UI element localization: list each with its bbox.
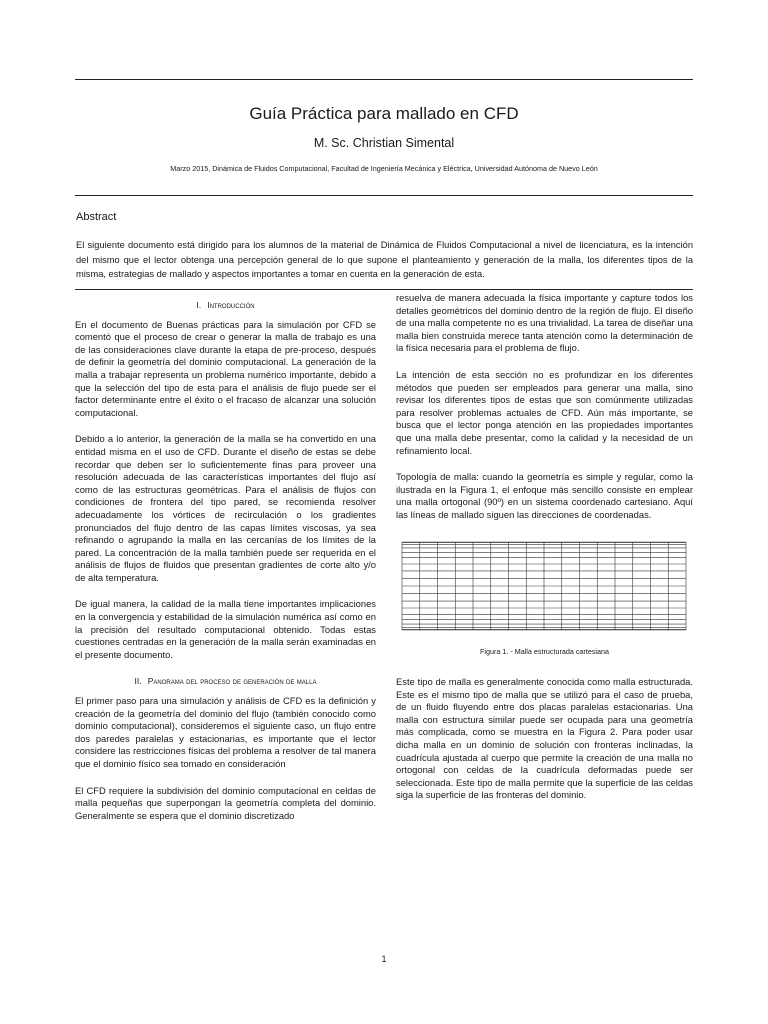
paragraph: Topología de malla: cuando la geometría es simple y regular, como la ilustrada en la Figura 1, el enfoque más sencillo consiste en emplear una malla ortogonal (90º) en un sistema coordenado cartesiano. Aquí las líneas de mallado siguen las direcciones de coordenadas. — [396, 471, 693, 520]
paragraph: En el documento de Buenas prácticas para la simulación por CFD se comentó que el proceso de crear o generar la malla de trabajo es una de las consideraciones clave durante la etapa de pre-proceso, después de definir la geometría del dominio computacional. La generación de la malla a trabajar representa un problema numérico importante, debido a que la selección del tipo de esta para el análisis de flujo puede ser el factor determinante entre el éxito o el fracaso de alcanzar una solución computacional. — [75, 318, 376, 418]
left-column — [75, 299, 376, 836]
paragraph: El CFD requiere la subdivisión del dominio computacional en celdas de malla pequeñas que superpongan la geometría completa del dominio. Generalmente se espera que el dominio discretizado — [75, 784, 376, 821]
section-number: I. — [196, 300, 202, 310]
paragraph: Este tipo de malla es generalmente conocida como malla estructurada. Este es el mismo tipo de malla que se utilizó para el caso de prueba, de un fluido fluyendo entre dos placas paralelas estacionarias. Una malla con estructura similar puede ser ocupada para una geometría más complicada, como se muestra en la Figura 2. Para poder usar dicha malla en un dominio de solución con fronteras inclinadas, la cuadrícula ajustada al cuerpo que permite la creación de una malla no ortogonal con celdas de la cuadrícula deformadas puede ser seleccionada. Este tipo de malla permite que la superficie de las celdas siga la superficie de las fronteras del dominio. — [396, 676, 693, 801]
paragraph: La intención de esta sección no es profundizar en los diferentes métodos que pueden ser empleados para generar una malla, sino revisar los diferentes tipos de estas que son comúnmente utilizadas para resolver problemas actuales de CFD. Aún más importante, se busca que el lector ponga atención en las propiedades importantes que una malla debe presentar, como la calidad y la necesidad de un refinamiento local. — [396, 368, 693, 456]
paper-title: Guía Práctica para mallado en CFD — [249, 104, 519, 123]
page-number: 1 — [381, 954, 387, 964]
paragraph: De igual manera, la calidad de la malla tiene importantes implicaciones en la convergencia y estabilidad de la simulación numérica así como en la precisión del resultado computacional obtenido. Todas estas cuestiones centradas en la generación de la malla serán examinadas en el presente documento. — [75, 598, 376, 660]
abstract-text: El siguiente documento está dirigido para los alumnos de la material de Dinámica de Fluidos Computacional a nivel de licenciatura, es la intención del mismo que el lector obtenga una percepción general de lo que supone el planteamiento y generación de la malla, los diferentes tipos de la misma, estrategias de mallado y aspectos importantes a tomar en cuenta en la generación de esta. — [76, 240, 693, 279]
figure-1 — [396, 536, 693, 659]
section-title: Introducción — [207, 300, 255, 310]
cartesian-mesh-figure — [396, 536, 693, 636]
right-column — [396, 292, 693, 816]
paper-affiliation: Marzo 2015, Dinámica de Fluidos Computacional, Facultad de Ingeniería Mecánica y Eléctrica, Universidad Autónoma de Nuevo León — [170, 164, 598, 173]
section-heading-introduccion — [75, 299, 376, 312]
paper-author: M. Sc. Christian Simental — [313, 136, 455, 150]
section-title: Panorama del proceso de generación de malla — [147, 676, 317, 687]
section-number: II. — [134, 676, 142, 687]
paragraph: resuelva de manera adecuada la física importante y capture todos los detalles geométricos del dominio dentro de la región de flujo. El diseño de una malla competente no es una trivialidad. La tarea de diseñar una malla bien construida merece tanta atención como la determinación de la física necesaria para el problema de flujo. — [396, 292, 693, 354]
figure-caption: Figura 1. - Malla estructurada cartesiana — [479, 646, 610, 656]
abstract-heading: Abstract — [76, 211, 117, 223]
paragraph: El primer paso para una simulación y análisis de CFD es la definición y creación de la geometría del dominio del flujo (también conocido como dominio computacional), consideremos el siguiente caso, un flujo entre dos paredes paralelas y estacionarias, es importante que el lector considere las restricciones físicas del problema a resolver de tal manera que el dominio físico sea tomado en consideración — [75, 695, 376, 769]
paragraph: Debido a lo anterior, la generación de la malla se ha convertido en una entidad misma en el uso de CFD. Durante el diseño de estas se debe recordar que deben ser lo suficientemente finas para proveer una resolución adecuada de las características importantes del flujo así como de las estructuras geométricas. Para el análisis de flujos con condiciones de frontera del tipo pared, se recomienda resolver adecuadamente los vórtices de recirculación o los gradientes pronunciados del flujo dentro de las capas límites viscosas, ya sea refinando o agrupando la malla en las cercanías de los límites de la pared. La concentración de la malla también puede ser requerida en el análisis de flujos de fluidos que presentan gradientes de corte alto y/o de alta temperatura. — [75, 433, 376, 583]
header-bottom-rule — [75, 195, 693, 196]
abstract-bottom-rule — [75, 289, 693, 290]
top-rule — [75, 79, 693, 80]
section-heading-panorama — [75, 675, 376, 688]
